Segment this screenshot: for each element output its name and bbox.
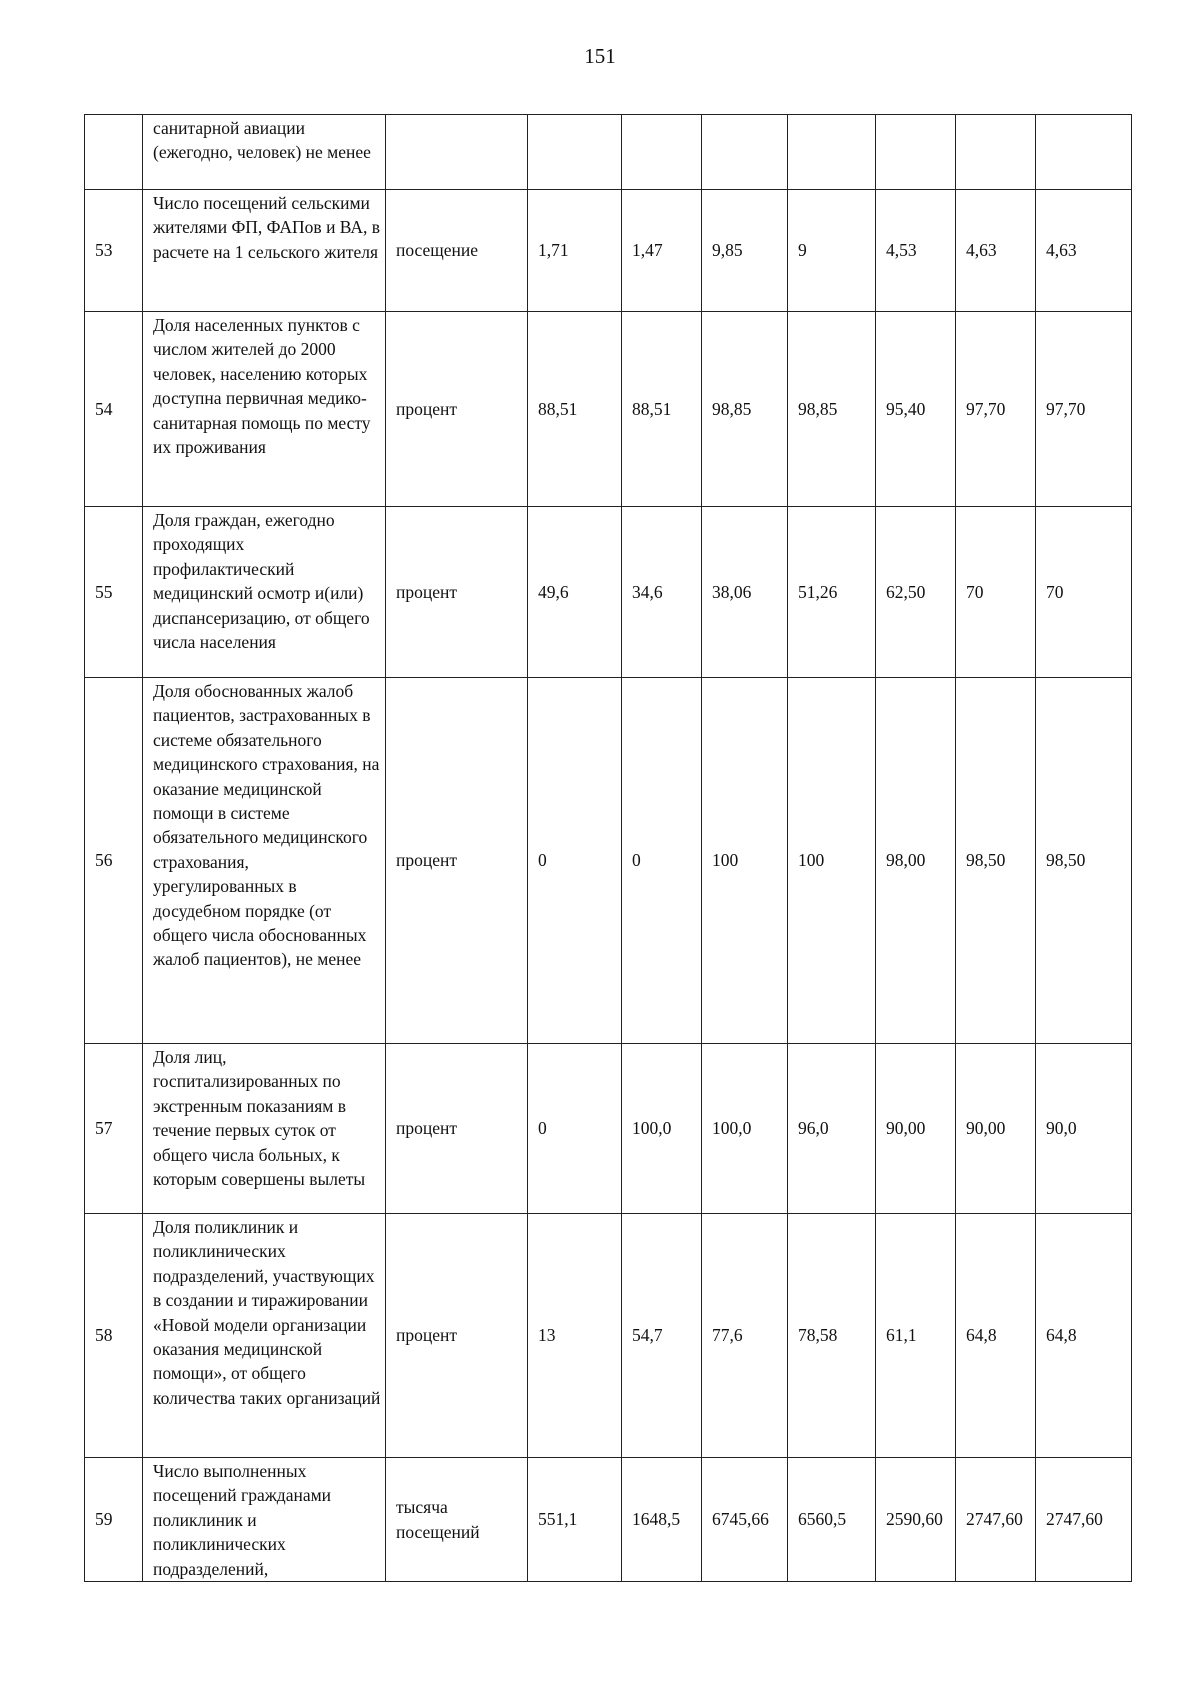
- page-number: 151: [584, 44, 616, 68]
- table-row: [85, 1458, 1132, 1582]
- unit-cell: процент: [386, 1214, 528, 1458]
- value-cell: 34,6: [622, 507, 702, 678]
- unit-cell: процент: [386, 312, 528, 507]
- value-cell: 90,00: [956, 1044, 1036, 1214]
- value-cell: 1,47: [622, 190, 702, 312]
- table-row: [85, 190, 1132, 312]
- value-cell: 4,53: [876, 190, 956, 312]
- value-cell: 96,0: [788, 1044, 876, 1214]
- value-cell: 2747,60: [956, 1458, 1036, 1582]
- value-cell: 97,70: [956, 312, 1036, 507]
- indicator-name: Доля населенных пунктов с числом жителей до 2000 человек, населению которых доступна первичная медико-санитарная помощь по месту их проживания: [143, 312, 386, 507]
- value-cell: 62,50: [876, 507, 956, 678]
- row-number: [85, 115, 143, 190]
- value-cell: 4,63: [956, 190, 1036, 312]
- value-cell: 98,85: [788, 312, 876, 507]
- table-row: [85, 312, 1132, 507]
- value-cell: 6560,5: [788, 1458, 876, 1582]
- indicator-name: Доля обоснованных жалоб пациентов, застрахованных в системе обязательного медицинского страхования, на оказание медицинской помощи в системе обязательного медицинского страхования, урегулированных в досудебном порядке (от общего числа обоснованных жалоб пациентов), не менее: [143, 678, 386, 1044]
- value-cell: 51,26: [788, 507, 876, 678]
- row-number: 55: [85, 507, 143, 678]
- unit-cell: тысяча посещений: [386, 1458, 528, 1582]
- indicator-name: Число посещений сельскими жителями ФП, ФАПов и ВА, в расчете на 1 сельского жителя: [143, 190, 386, 312]
- row-number: 58: [85, 1214, 143, 1458]
- value-cell: 78,58: [788, 1214, 876, 1458]
- value-cell: 54,7: [622, 1214, 702, 1458]
- table-row: [85, 678, 1132, 1044]
- indicator-name: санитарной авиации (ежегодно, человек) не менее: [143, 115, 386, 190]
- row-number: 59: [85, 1458, 143, 1582]
- table-row: [85, 507, 1132, 678]
- value-cell: 90,00: [876, 1044, 956, 1214]
- value-cell: 0: [622, 678, 702, 1044]
- unit-cell: посещение: [386, 190, 528, 312]
- value-cell: 70: [1036, 507, 1132, 678]
- value-cell: 4,63: [1036, 190, 1132, 312]
- row-number: 54: [85, 312, 143, 507]
- table-row: [85, 1044, 1132, 1214]
- unit-cell: процент: [386, 507, 528, 678]
- value-cell: 61,1: [876, 1214, 956, 1458]
- value-cell: [622, 115, 702, 190]
- table-row: [85, 115, 1132, 190]
- value-cell: 2590,60: [876, 1458, 956, 1582]
- value-cell: 1,71: [528, 190, 622, 312]
- value-cell: 38,06: [702, 507, 788, 678]
- value-cell: 97,70: [1036, 312, 1132, 507]
- value-cell: [788, 115, 876, 190]
- table-row: [85, 1214, 1132, 1458]
- indicator-name: Доля лиц, госпитализированных по экстренным показаниям в течение первых суток от общего числа больных, к которым совершены вылеты: [143, 1044, 386, 1214]
- value-cell: 551,1: [528, 1458, 622, 1582]
- indicator-name: Число выполненных посещений гражданами поликлиник и поликлинических подразделений,: [143, 1458, 386, 1582]
- value-cell: 77,6: [702, 1214, 788, 1458]
- value-cell: 9,85: [702, 190, 788, 312]
- value-cell: 13: [528, 1214, 622, 1458]
- row-number: 53: [85, 190, 143, 312]
- value-cell: 98,50: [1036, 678, 1132, 1044]
- value-cell: 1648,5: [622, 1458, 702, 1582]
- unit-cell: [386, 115, 528, 190]
- value-cell: [528, 115, 622, 190]
- value-cell: [1036, 115, 1132, 190]
- value-cell: 100: [788, 678, 876, 1044]
- value-cell: 98,00: [876, 678, 956, 1044]
- value-cell: 100,0: [702, 1044, 788, 1214]
- value-cell: 95,40: [876, 312, 956, 507]
- value-cell: 70: [956, 507, 1036, 678]
- value-cell: 90,0: [1036, 1044, 1132, 1214]
- unit-cell: процент: [386, 678, 528, 1044]
- value-cell: 0: [528, 678, 622, 1044]
- value-cell: 49,6: [528, 507, 622, 678]
- row-number: 57: [85, 1044, 143, 1214]
- value-cell: 98,50: [956, 678, 1036, 1044]
- value-cell: 64,8: [956, 1214, 1036, 1458]
- indicators-table: [84, 114, 1132, 1582]
- value-cell: 9: [788, 190, 876, 312]
- value-cell: 98,85: [702, 312, 788, 507]
- value-cell: 100,0: [622, 1044, 702, 1214]
- value-cell: 100: [702, 678, 788, 1044]
- value-cell: 6745,66: [702, 1458, 788, 1582]
- value-cell: [956, 115, 1036, 190]
- value-cell: 88,51: [528, 312, 622, 507]
- value-cell: 64,8: [1036, 1214, 1132, 1458]
- indicator-name: Доля поликлиник и поликлинических подразделений, участвующих в создании и тиражировании «Новой модели организации оказания медицинской помощи», от общего количества таких организаций: [143, 1214, 386, 1458]
- indicator-name: Доля граждан, ежегодно проходящих профилактический медицинский осмотр и(или) диспансеризацию, от общего числа населения: [143, 507, 386, 678]
- value-cell: 88,51: [622, 312, 702, 507]
- value-cell: [702, 115, 788, 190]
- row-number: 56: [85, 678, 143, 1044]
- value-cell: 0: [528, 1044, 622, 1214]
- value-cell: 2747,60: [1036, 1458, 1132, 1582]
- value-cell: [876, 115, 956, 190]
- unit-cell: процент: [386, 1044, 528, 1214]
